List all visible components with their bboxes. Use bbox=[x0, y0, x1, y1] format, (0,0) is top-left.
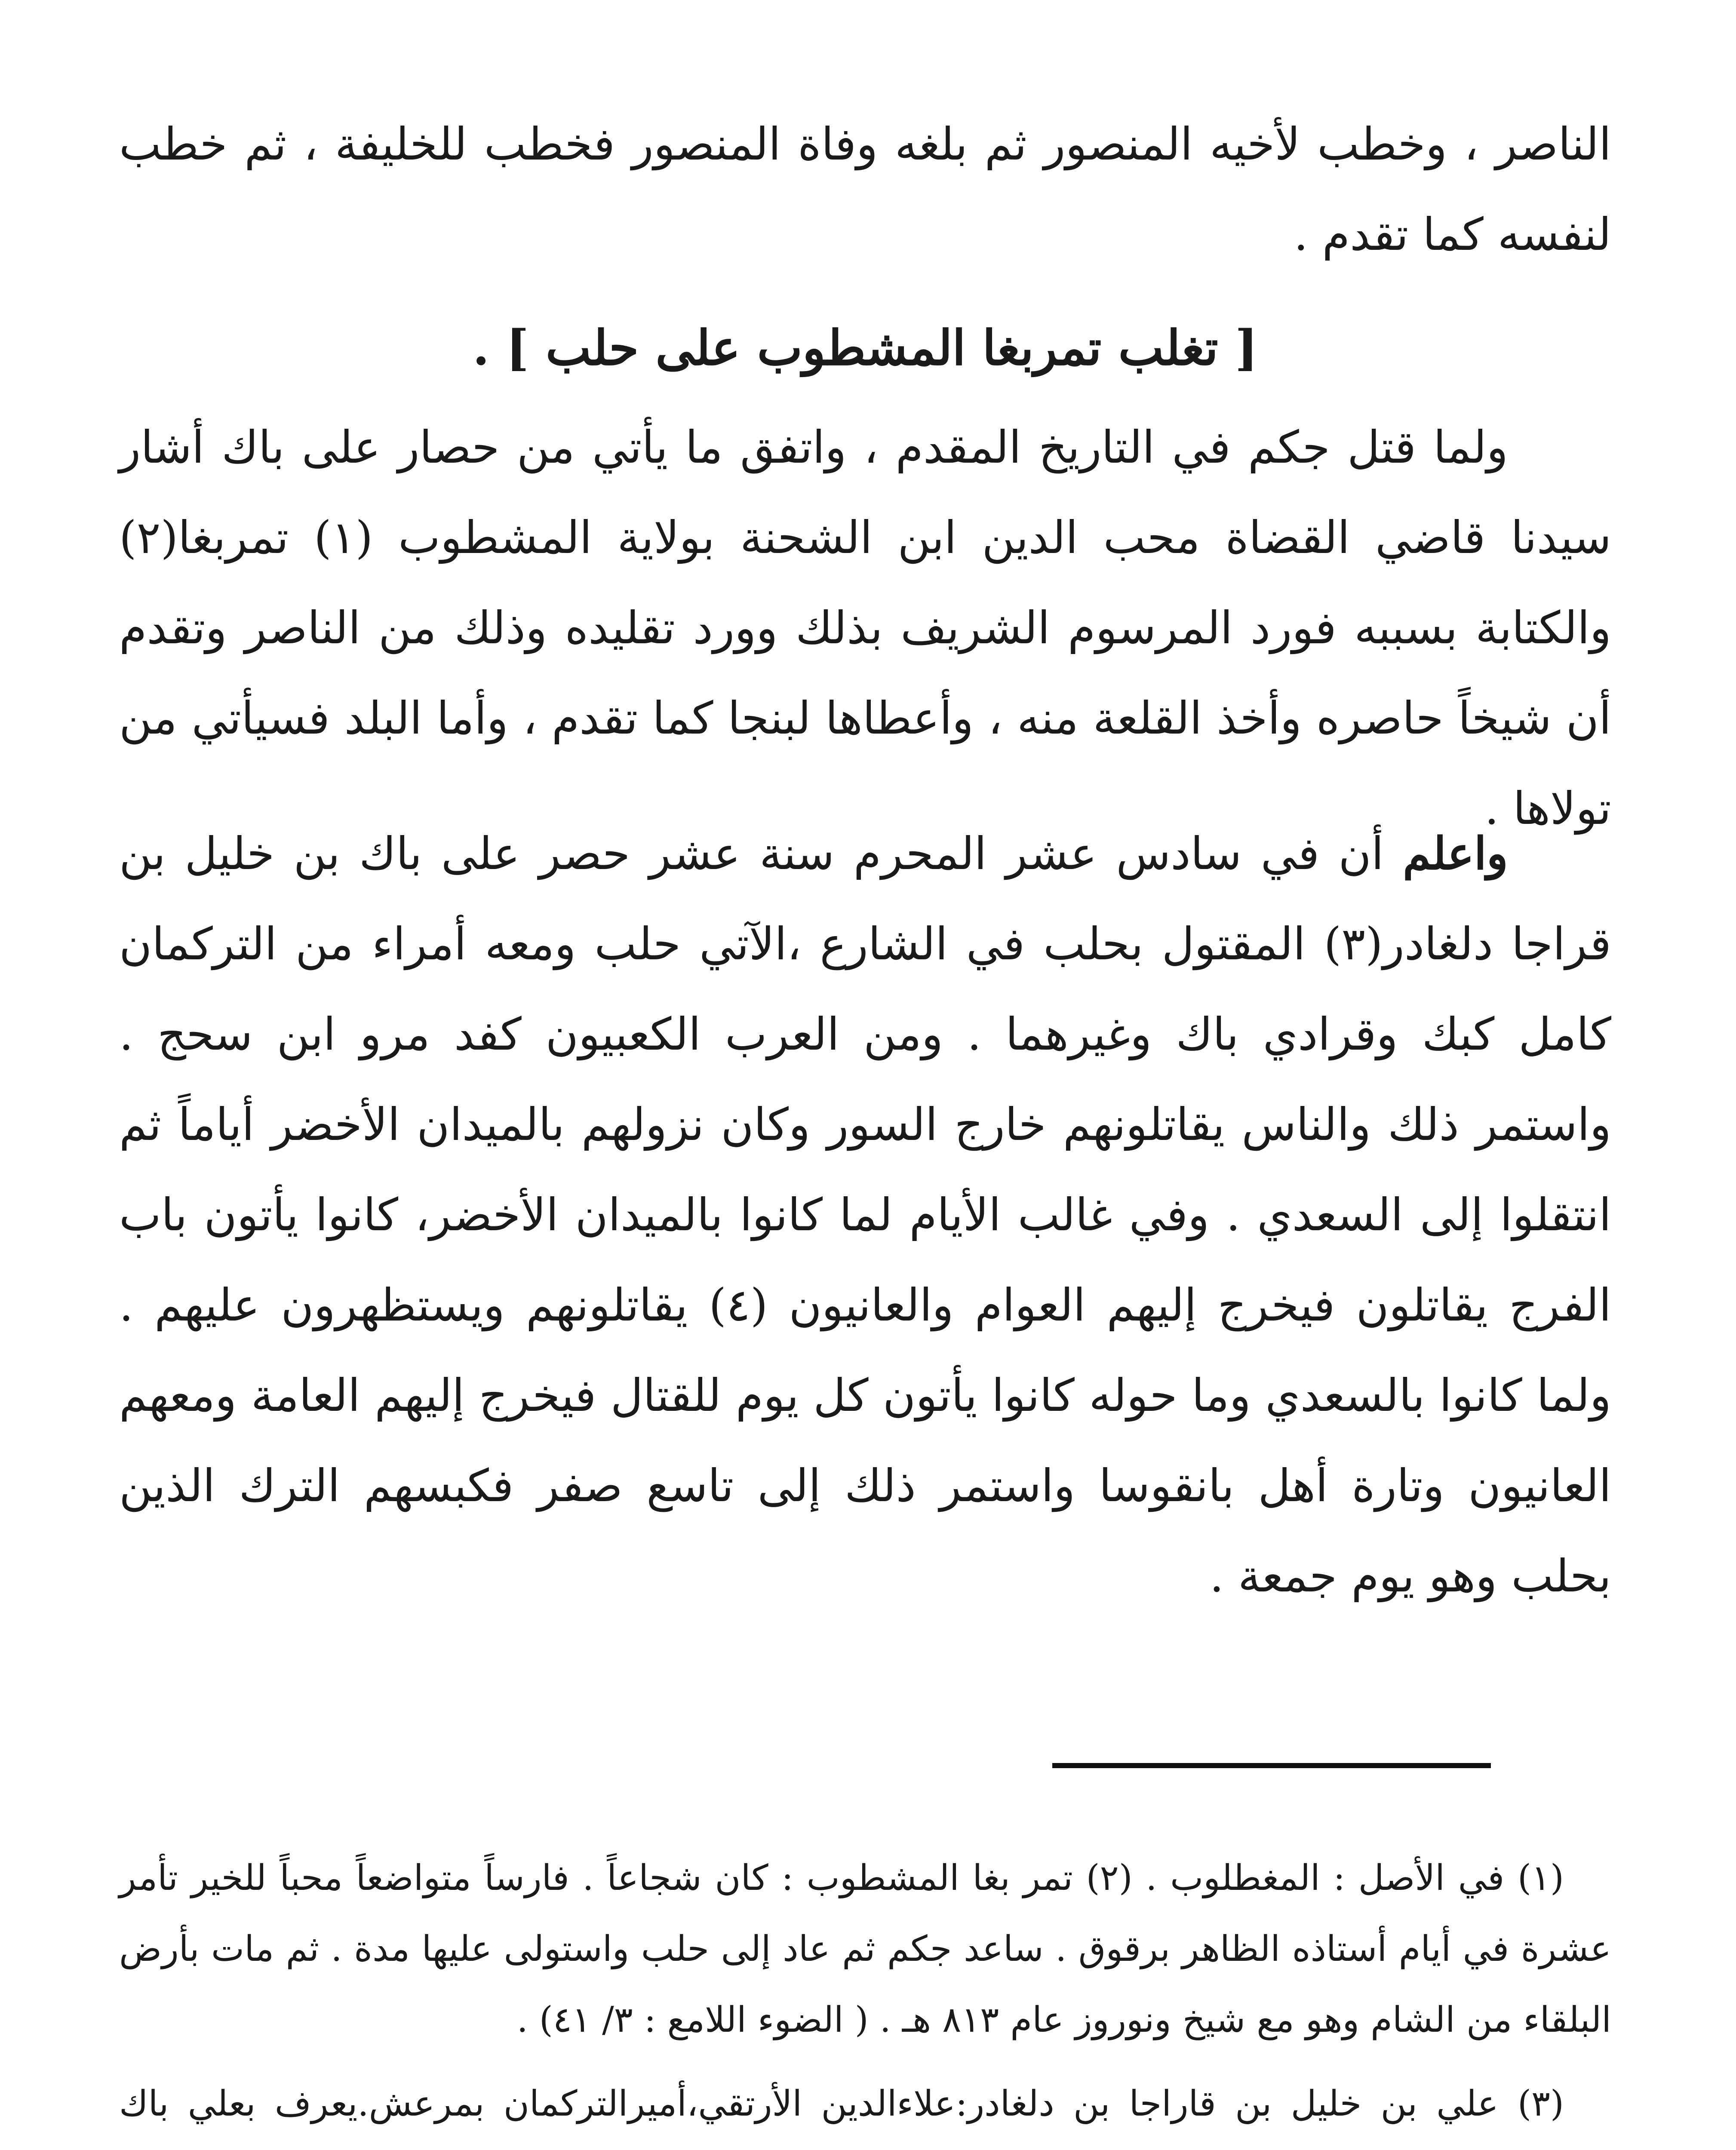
footnote-1-2: (١) في الأصل : المغطلوب . (٢) تمر بغا المشطوب : كان شجاعاً . فارساً متواضعاً محباً للخير تأمر عشرة في أيام أستاذه الظاهر برقوق . ساعد جكم ثم عاد إلى حلب واستولى عليها مدة . ثم مات بأرض البلقاء من الشام وهو مع شيخ ونوروز عام ٨١٣ هـ . ( الضوء اللامع : ٣/ ٤١) . bbox=[119, 1858, 1611, 2040]
paragraph-1: ولما قتل جكم في التاريخ المقدم ، واتفق ما يأتي من حصار على باك أشار سيدنا قاضي القضاة محب الدين ابن الشحنة بولاية المشطوب (١) تمربغا(٢) والكتابة بسببه فورد المرسوم الشريف بذلك وورد تقليده وذلك من الناصر وتقدم أن شيخاً حاصره وأخذ القلعة منه ، وأعطاها لبنجا كما تقدم ، وأما البلد فسيأتي من تولاها . bbox=[119, 421, 1611, 835]
paragraph-2 bbox=[119, 808, 1611, 1621]
paragraph-2-text: أن في سادس عشر المحرم سنة عشر حصر على باك بن خليل بن قراجا دلغادر(٣) المقتول بحلب في الشارع ،الآتي حلب ومعه أمراء من التركمان كامل كبك وقرادي باك وغيرهما . ومن العرب الكعبيون كفد مرو ابن سحج . واستمر ذلك والناس يقاتلونهم خارج السور وكان نزولهم بالميدان الأخضر أياماً ثم انتقلوا إلى السعدي . وفي غالب الأيام لما كانوا بالميدان الأخضر، كانوا يأتون باب الفرج يقاتلون فيخرج إليهم العوام والعانيون (٤) يقاتلونهم ويستظهرون عليهم . ولما كانوا بالسعدي وما حوله كانوا يأتون كل يوم للقتال فيخرج إليهم العامة ومعهم العانيون وتارة أهل بانقوسا واستمر ذلك إلى تاسع صفر فكبسهم الترك الذين بحلب وهو يوم جمعة . bbox=[119, 827, 1612, 1602]
section-heading: [ تغلب تمربغا المشطوب على حلب ] . bbox=[473, 320, 1258, 376]
paragraph-2-lead-word: واعلم bbox=[1403, 827, 1508, 880]
intro-paragraph: الناصر ، وخطب لأخيه المنصور ثم بلغه وفاة المنصور فخطب للخليفة ، ثم خطب لنفسه كما تقدم . bbox=[119, 118, 1611, 261]
footnote-3: (٣) علي بن خليل بن قاراجا بن دلغادر:علاءالدين الأرتقي،أميرالتركمان بمرعش.يعرف بعلي باك bbox=[119, 2083, 1564, 2124]
footnote-separator bbox=[1052, 1763, 1491, 1768]
